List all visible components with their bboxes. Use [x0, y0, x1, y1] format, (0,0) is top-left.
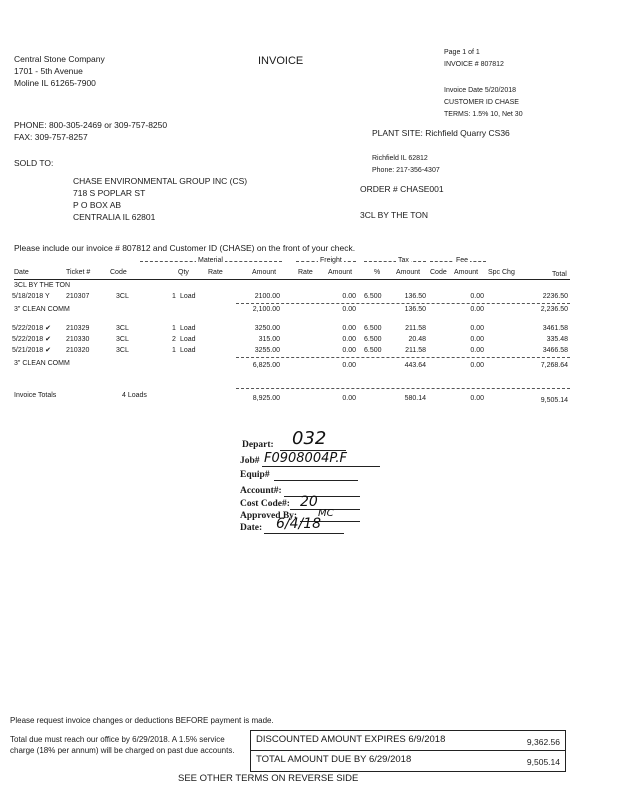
cell-material-amount: 3255.00 — [254, 347, 280, 354]
material-group-label: Material — [198, 257, 223, 264]
cell-tax-rate: 6.500 — [364, 347, 382, 354]
fee-group-label: Fee — [456, 257, 469, 264]
totals-total: 9,505.14 — [540, 397, 568, 404]
totals-fees: 0.00 — [470, 395, 484, 402]
col-header: Ticket # — [66, 269, 91, 276]
date-line — [264, 533, 344, 534]
header-rule — [14, 279, 570, 280]
vendor-address: 1701 - 5th Avenue — [14, 66, 83, 76]
depart-value: 032 — [292, 428, 327, 449]
vendor-fax: FAX: 309-757-8257 — [14, 132, 88, 142]
col-header: Amount — [454, 269, 479, 276]
totals-freight: 0.00 — [342, 395, 356, 402]
invoice-date: Invoice Date 5/20/2018 — [444, 87, 516, 94]
job-label: Job# — [240, 456, 260, 466]
cell-ticket: 210330 — [66, 336, 90, 343]
cell-code: 3CL — [116, 293, 129, 300]
subtotal-tax: 443.64 — [404, 362, 426, 369]
cell-tax-rate: 6.500 — [364, 336, 382, 343]
order-description: 3CL BY THE TON — [360, 210, 429, 220]
vendor-phone: PHONE: 800-305-2469 or 309-757-8250 — [14, 120, 168, 130]
date-label: Date: — [240, 523, 263, 533]
section-title: 3CL BY THE TON — [14, 282, 71, 289]
vendor-name: Central Stone Company — [14, 54, 105, 64]
subtotal-tax: 136.50 — [404, 306, 426, 313]
col-header: Qty — [178, 269, 189, 276]
account-label: Account#: — [240, 486, 282, 496]
payment-notice: Please include our invoice # 807812 and Customer ID (CHASE) on the front of your check. — [14, 243, 356, 253]
cell-date: 5/22/2018 ✔ — [12, 325, 51, 332]
totals-rule — [236, 388, 570, 389]
cell-total: 2236.50 — [542, 293, 568, 300]
sold-to-label: SOLD TO: — [14, 158, 54, 168]
subtotal-total: 7,268.64 — [540, 362, 568, 369]
cell-unit: Load — [180, 347, 196, 354]
cell-tax-amount: 136.50 — [404, 293, 426, 300]
reverse-side-note: SEE OTHER TERMS ON REVERSE SIDE — [178, 773, 359, 784]
col-header: Amount — [252, 269, 277, 276]
col-header: Code — [110, 269, 127, 276]
subtotal-label: 3" CLEAN COMM — [14, 306, 70, 313]
cell-tax-amount: 211.58 — [405, 347, 426, 354]
cell-code: 3CL — [116, 347, 129, 354]
subtotal-material: 2,100.00 — [252, 306, 280, 313]
cell-date: 5/22/2018 ✔ — [12, 336, 51, 343]
discount-label: DISCOUNTED AMOUNT EXPIRES 6/9/2018 — [256, 734, 446, 745]
customer-city: CENTRALIA IL 62801 — [73, 212, 156, 222]
cell-qty: 1 — [172, 325, 176, 332]
subtotal-rule — [236, 303, 570, 304]
cell-tax-rate: 6.500 — [364, 325, 382, 332]
equip-label: Equip# — [240, 470, 270, 480]
cell-code: 3CL — [116, 325, 129, 332]
cell-total: 3461.58 — [542, 325, 568, 332]
total-due-label: TOTAL AMOUNT DUE BY 6/29/2018 — [256, 754, 412, 765]
totals-material: 8,925.00 — [252, 395, 280, 402]
cost-code-label: Cost Code#: — [240, 499, 290, 509]
subtotal-label: 3" CLEAN COMM — [14, 360, 70, 367]
cell-tax-amount: 20.48 — [408, 336, 426, 343]
vendor-city: Moline IL 61265-7900 — [14, 78, 96, 88]
totals-label: Invoice Totals — [14, 392, 57, 399]
subtotal-freight: 0.00 — [342, 306, 356, 313]
plant-phone: Phone: 217-356-4307 — [372, 167, 440, 174]
cost-code-value: 20 — [300, 494, 318, 510]
customer-street: 718 S POPLAR ST — [73, 188, 146, 198]
plant-site: PLANT SITE: Richfield Quarry CS36 — [372, 128, 510, 138]
approved-by-initials: MC — [318, 508, 334, 519]
col-header: Amount — [328, 269, 353, 276]
col-header: Rate — [298, 269, 313, 276]
subtotal-total: 2,236.50 — [540, 306, 568, 313]
customer-name: CHASE ENVIRONMENTAL GROUP INC (CS) — [73, 176, 248, 186]
cell-freight-amount: 0.00 — [342, 347, 356, 354]
col-header: % — [374, 269, 381, 276]
account-line — [284, 496, 360, 497]
cell-freight-amount: 0.00 — [342, 293, 356, 300]
cell-tax-amount: 211.58 — [405, 325, 426, 332]
customer-id: CUSTOMER ID CHASE — [444, 99, 519, 106]
discount-value: 9,362.56 — [526, 737, 560, 747]
subtotal-freight: 0.00 — [342, 362, 356, 369]
cell-fee-amount: 0.00 — [470, 325, 484, 332]
cell-unit: Load — [180, 293, 196, 300]
approved-by-label: Approved By: — [240, 511, 298, 521]
depart-label: Depart: — [242, 440, 274, 450]
col-header: Amount — [396, 269, 421, 276]
change-request-note: Please request invoice changes or deductions BEFORE payment is made. — [10, 716, 274, 725]
equip-line — [274, 480, 358, 481]
cell-qty: 1 — [172, 347, 176, 354]
totals-tax: 580.14 — [404, 395, 426, 402]
invoice-number: INVOICE # 807812 — [444, 61, 504, 68]
total-due-value: 9,505.14 — [526, 757, 560, 767]
cell-freight-amount: 0.00 — [342, 336, 356, 343]
col-header: Rate — [208, 269, 223, 276]
job-line — [262, 466, 380, 467]
cell-freight-amount: 0.00 — [342, 325, 356, 332]
date-value: 6/4/18 — [276, 516, 322, 532]
totals-loads: 4 Loads — [122, 392, 147, 399]
page-number: Page 1 of 1 — [444, 49, 480, 56]
late-terms-text: Total due must reach our office by 6/29/2018. A 1.5% service charge (18% per annum) will be charged on past due accounts. — [10, 735, 235, 755]
subtotal-fees: 0.00 — [470, 362, 484, 369]
cell-code: 3CL — [116, 336, 129, 343]
subtotal-material: 6,825.00 — [252, 362, 280, 369]
cell-material-amount: 3250.00 — [254, 325, 280, 332]
subtotal-rule — [236, 357, 570, 358]
job-value: F0908004P.F — [264, 451, 348, 466]
cell-total: 335.48 — [546, 336, 568, 343]
cell-unit: Load — [180, 336, 196, 343]
cell-ticket: 210307 — [66, 293, 90, 300]
cell-material-amount: 2100.00 — [254, 293, 280, 300]
cell-material-amount: 315.00 — [258, 336, 280, 343]
cell-ticket: 210329 — [66, 325, 90, 332]
cell-tax-rate: 6.500 — [364, 293, 382, 300]
cell-fee-amount: 0.00 — [470, 336, 484, 343]
cell-fee-amount: 0.00 — [470, 347, 484, 354]
col-header: Date — [14, 269, 29, 276]
col-header: Total — [552, 271, 567, 278]
customer-po-box: P O BOX AB — [73, 200, 122, 210]
amount-due-divider — [250, 750, 566, 751]
cell-total: 3466.58 — [542, 347, 568, 354]
tax-group-label: Tax — [398, 257, 409, 264]
cell-qty: 2 — [172, 336, 176, 343]
invoice-title: INVOICE — [258, 55, 304, 67]
col-header: Spc Chg — [488, 269, 515, 276]
payment-terms: TERMS: 1.5% 10, Net 30 — [444, 111, 523, 118]
cell-date: 5/18/2018 Y — [12, 293, 50, 300]
cell-unit: Load — [180, 325, 196, 332]
tax-group-rule — [364, 261, 426, 262]
cell-date: 5/21/2018 ✔ — [12, 347, 51, 354]
order-number: ORDER # CHASE001 — [360, 184, 444, 194]
col-header: Code — [430, 269, 447, 276]
cell-qty: 1 — [172, 293, 176, 300]
cell-fee-amount: 0.00 — [470, 293, 484, 300]
freight-group-label: Freight — [320, 257, 342, 264]
cell-ticket: 210320 — [66, 347, 90, 354]
subtotal-fees: 0.00 — [470, 306, 484, 313]
plant-city: Richfield IL 62812 — [372, 155, 428, 162]
